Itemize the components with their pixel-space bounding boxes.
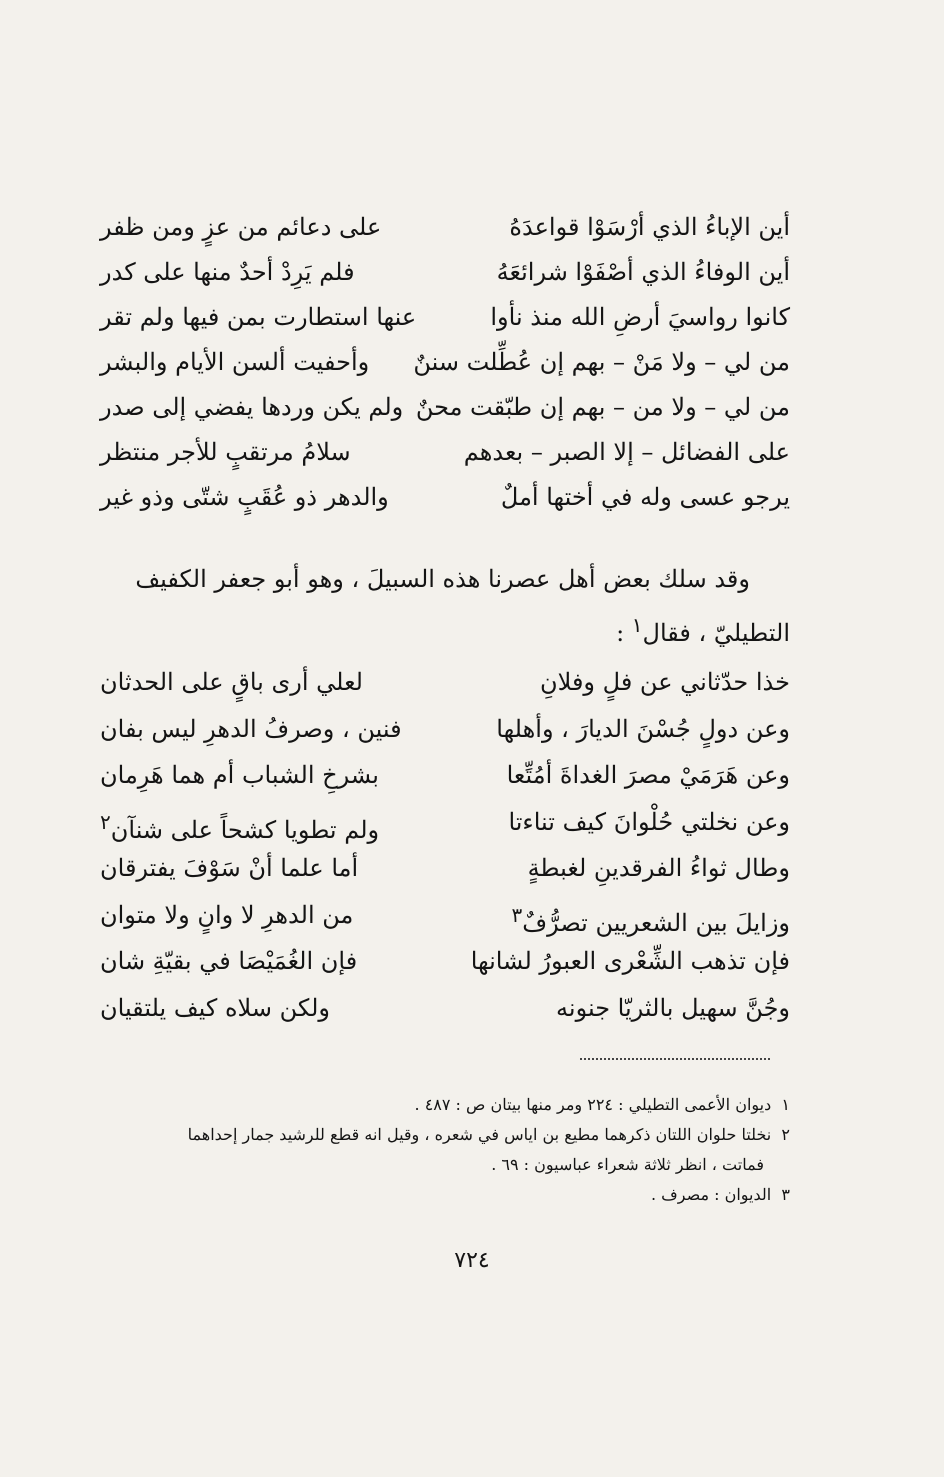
verse bbox=[100, 205, 790, 250]
poem-block-2 bbox=[100, 660, 790, 1032]
verse-second-hemistich: على دعائم من عزٍ ومن ظفر bbox=[100, 213, 382, 241]
footnote-continuation: فماتت ، انظر ثلاثة شعراء عباسيون : ٦٩ . bbox=[491, 1155, 764, 1174]
footnote-text: الديوان : مصرف . bbox=[651, 1185, 772, 1204]
footnote bbox=[100, 1180, 790, 1210]
verse-first-hemistich: أين الوفاءُ الذي أصْفَوْا شرائعَهُ bbox=[496, 258, 790, 286]
verse-second-hemistich: والدهر ذو عُقَبٍ شتّى وذو غير bbox=[100, 483, 389, 511]
footnote bbox=[100, 1120, 790, 1150]
verse bbox=[100, 800, 790, 847]
footnote-number: ١ bbox=[781, 1095, 790, 1114]
verse-first-hemistich: فإن تذهب الشِّعْرى العبورُ لشانها bbox=[470, 947, 790, 975]
verse-second-hemistich: سلامُ مرتقبٍ للأجر منتظر bbox=[100, 438, 351, 466]
verse bbox=[100, 939, 790, 986]
verse bbox=[100, 893, 790, 940]
verse bbox=[100, 660, 790, 707]
verse-second-hemistich: عنها استطارت بمن فيها ولم تقر bbox=[100, 303, 417, 331]
footnote-number: ٣ bbox=[781, 1185, 790, 1204]
verse-first-hemistich: كانوا رواسيَ أرضِ الله منذ نأوا bbox=[490, 303, 790, 331]
footnote-text: نخلتا حلوان اللتان ذكرهما مطيع بن اياس في شعره ، وقيل انه قطع للرشيد جمار إحداهما bbox=[187, 1125, 772, 1144]
verse-first-hemistich bbox=[460, 893, 790, 946]
footnote-ref: ١ bbox=[631, 613, 643, 637]
verse bbox=[100, 340, 790, 385]
footnotes bbox=[100, 1090, 790, 1210]
prose-text: التطيليّ ، فقال bbox=[642, 619, 790, 647]
verse bbox=[100, 986, 790, 1033]
verse-first-hemistich: أين الإباءُ الذي أرْسَوْا قواعدَهُ bbox=[509, 213, 790, 241]
verse bbox=[100, 430, 790, 475]
verse bbox=[100, 707, 790, 754]
prose-paragraph bbox=[100, 556, 790, 656]
prose-text: : bbox=[616, 619, 632, 647]
verse-second-hemistich: لعلي أرى باقٍ على الحدثان bbox=[100, 668, 363, 696]
verse-first-hemistich: وعن هَرَمَيْ مصرَ الغداةَ أمُتِّعا bbox=[506, 761, 790, 789]
verse-first-hemistich: وعن نخلتي حُلْوانَ كيف تناءتا bbox=[508, 807, 790, 836]
verse bbox=[100, 753, 790, 800]
verse-second-hemistich: فإن الغُمَيْصَا في بقيّةِ شان bbox=[100, 947, 358, 975]
verse-second-hemistich bbox=[100, 800, 430, 853]
hemistich-text: ولم تطويا كشحاً على شنآن bbox=[110, 815, 380, 844]
verse-second-hemistich: ولم يكن وردها يفضي إلى صدر bbox=[100, 393, 404, 421]
verse bbox=[100, 846, 790, 893]
verse bbox=[100, 250, 790, 295]
page-number: ٧٢٤ bbox=[454, 1248, 490, 1273]
prose-line bbox=[100, 602, 790, 656]
verse-second-hemistich: بشرخِ الشباب أم هما هَرِمان bbox=[100, 761, 379, 789]
verse bbox=[100, 475, 790, 520]
verse-second-hemistich: ولكن سلاه كيف يلتقيان bbox=[100, 993, 331, 1022]
verse-first-hemistich: من لي – ولا من – بهم إن طبّقت محنٌ bbox=[415, 393, 790, 421]
footnote bbox=[100, 1090, 790, 1120]
poem-block-1 bbox=[100, 205, 790, 520]
footnote-ref: ٢ bbox=[100, 809, 111, 834]
verse-first-hemistich: من لي – ولا مَنْ – بهم إن عُطِّلت سننٌ bbox=[413, 348, 790, 376]
hemistich-text: وزايلَ بين الشعريين تصرُّفٌ bbox=[522, 908, 790, 937]
footnote-ref: ٣ bbox=[511, 902, 523, 927]
verse bbox=[100, 295, 790, 340]
verse-first-hemistich: وجُنَّ سهيل بالثريّا جنونه bbox=[556, 993, 790, 1022]
verse-second-hemistich: فلم يَرِدْ أحدٌ منها على كدر bbox=[100, 258, 355, 286]
verse-first-hemistich: يرجو عسى وله في أختها أملٌ bbox=[500, 483, 790, 511]
verse-first-hemistich: على الفضائل – إلا الصبر – بعدهم bbox=[463, 438, 790, 466]
verse-first-hemistich: وعن دولٍ جُسْنَ الديارَ ، وأهلها bbox=[496, 714, 790, 743]
verse-first-hemistich: خذا حدّثاني عن فلٍ وفلانِ bbox=[540, 668, 790, 696]
verse-second-hemistich: من الدهرِ لا وانٍ ولا متوان bbox=[100, 900, 354, 929]
verse-second-hemistich: فنين ، وصرفُ الدهرِ ليس بفان bbox=[100, 714, 402, 743]
footnote-separator bbox=[580, 1058, 770, 1060]
footnote-number: ٢ bbox=[781, 1125, 790, 1144]
verse-second-hemistich: أما علما أنْ سَوْفَ يفترقان bbox=[100, 854, 359, 882]
verse bbox=[100, 385, 790, 430]
verse-first-hemistich: وطال ثواءُ الفرقدينِ لغبطةٍ bbox=[527, 854, 790, 882]
verse-second-hemistich: وأحفيت ألسن الأيام والبشر bbox=[100, 348, 370, 376]
prose-line: وقد سلك بعض أهل عصرنا هذه السبيلَ ، وهو أبو جعفر الكفيف bbox=[135, 565, 750, 593]
footnote-text: ديوان الأعمى التطيلي : ٢٢٤ ومر منها بيتان ص : ٤٨٧ . bbox=[414, 1095, 772, 1114]
